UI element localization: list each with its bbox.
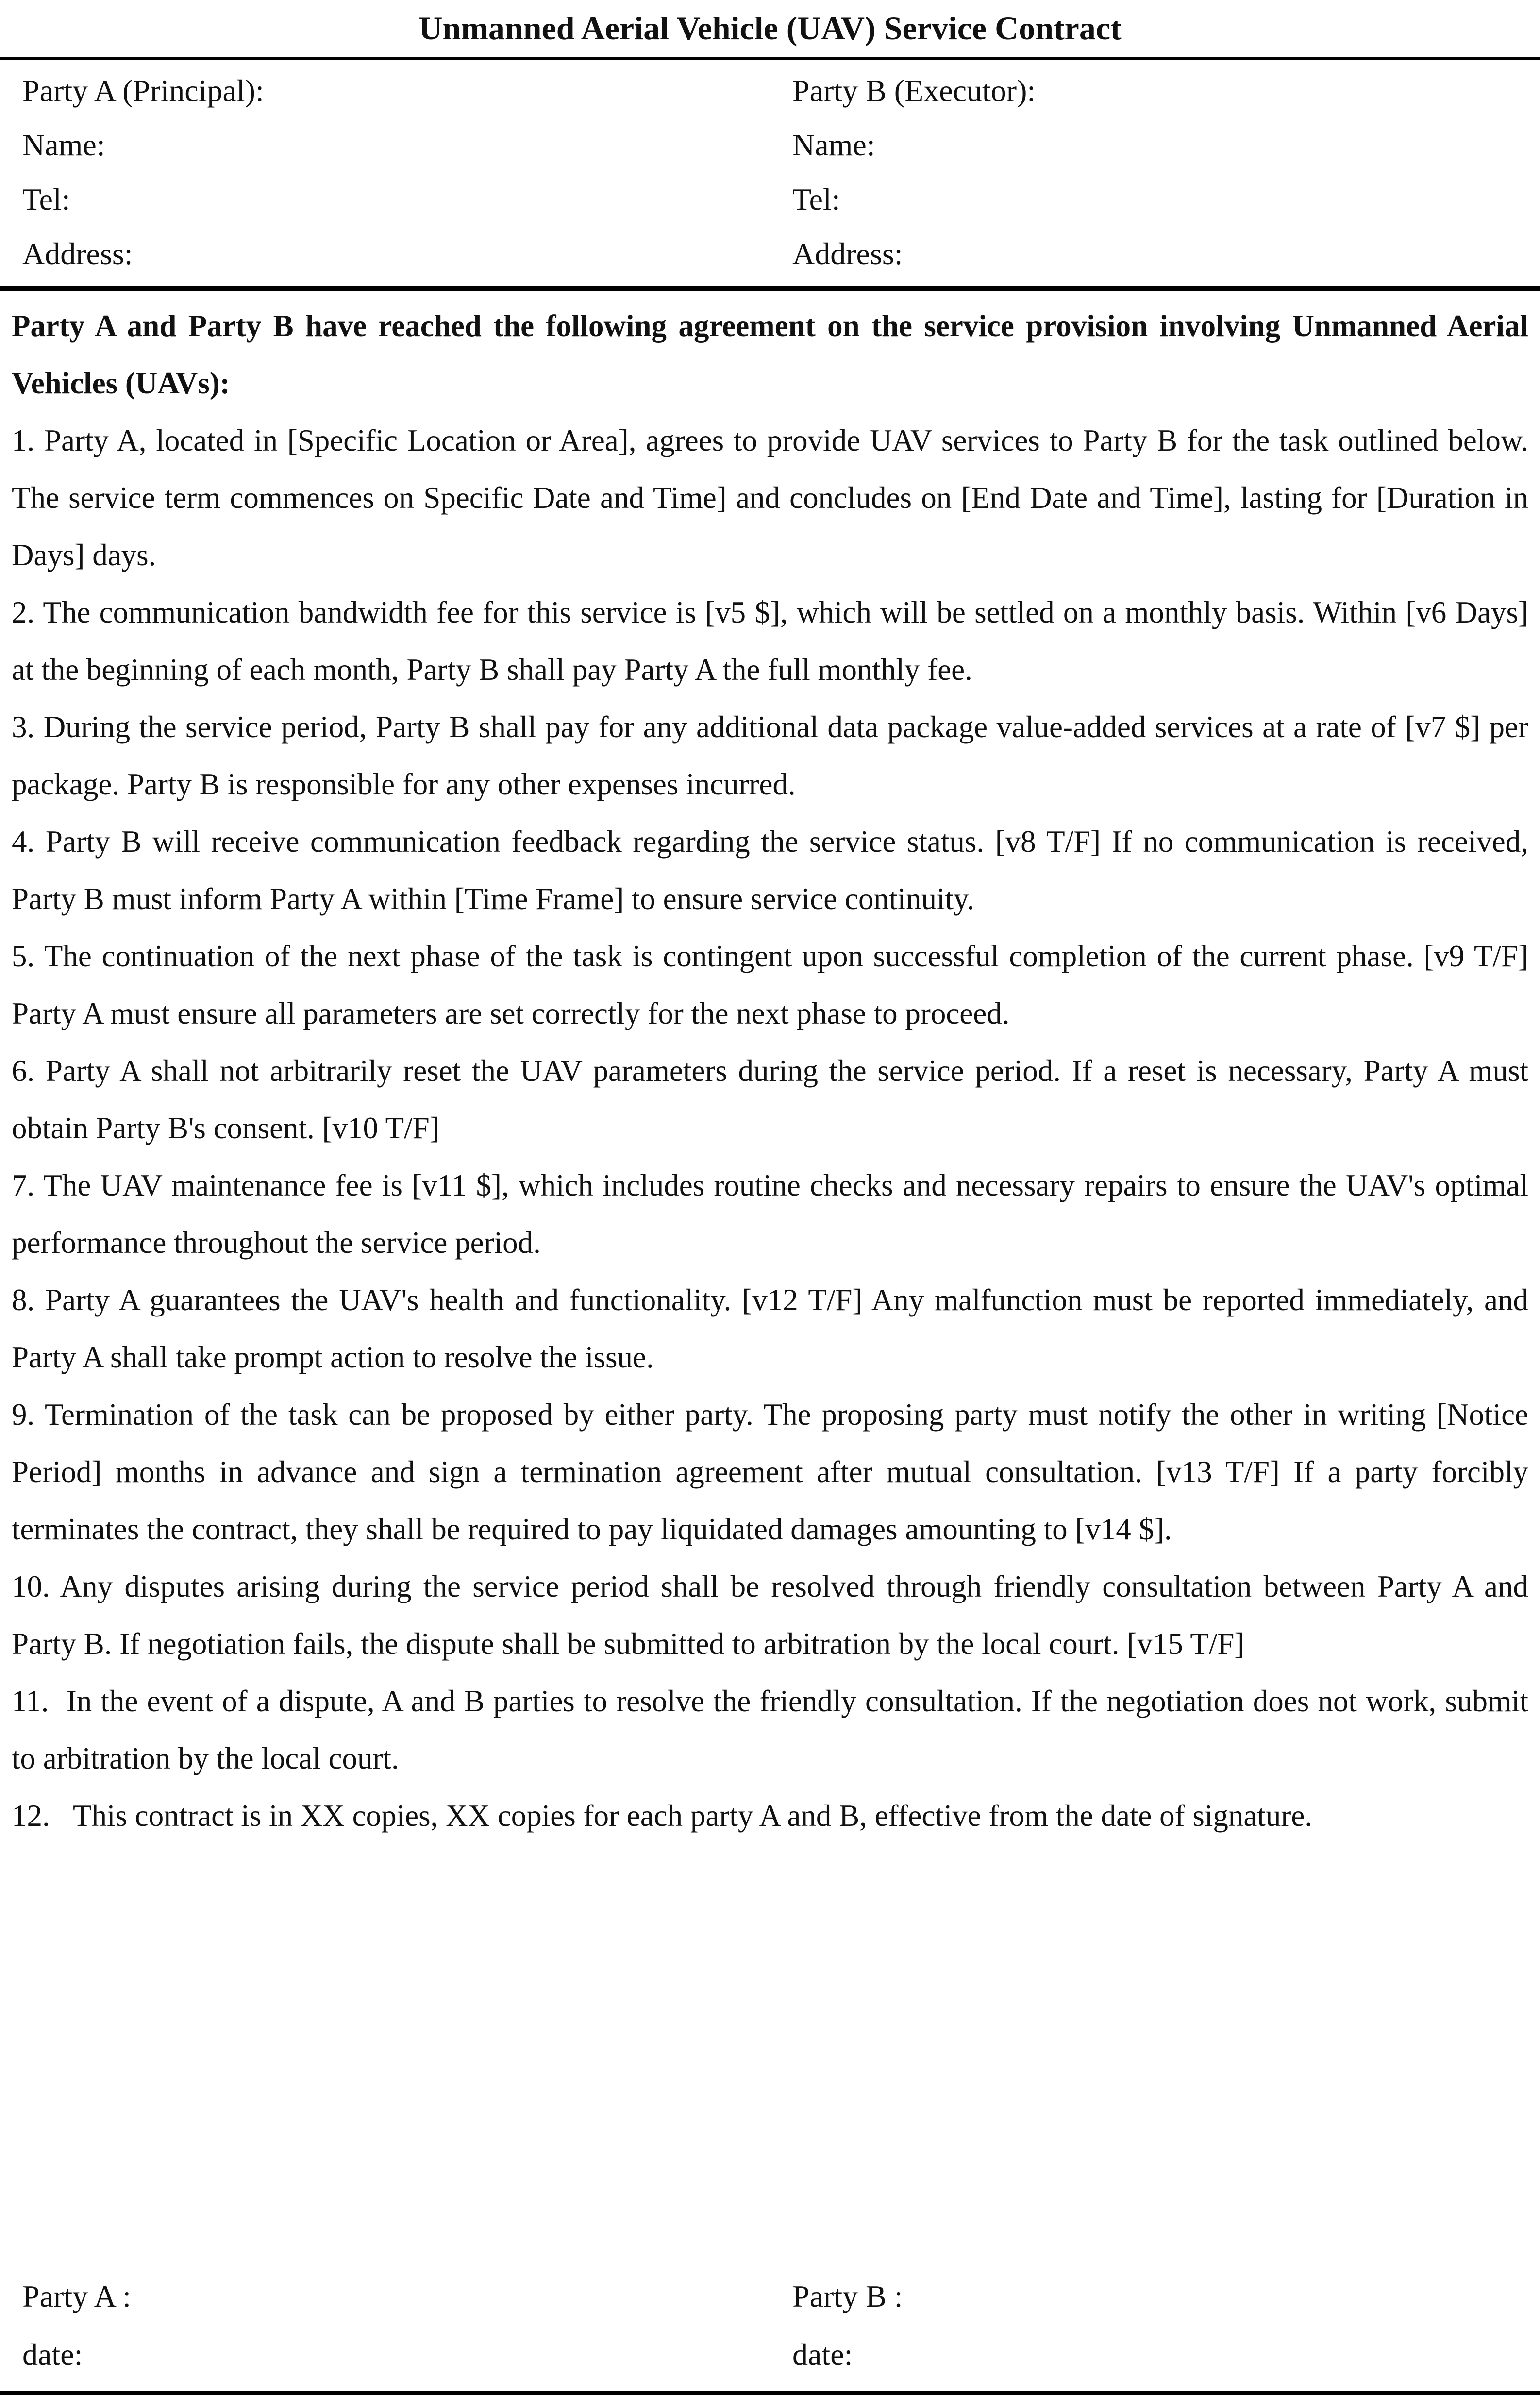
signature-date-row: [0, 2326, 1540, 2384]
party-name-row: [0, 118, 1540, 172]
party-a-tel-label: Tel:: [22, 182, 70, 217]
clause-6: 6. Party A shall not arbitrarily reset the UAV parameters during the service period. If a reset is necessary, Party A must obtain Party B's consent. [v10 T/F]: [12, 1054, 1528, 1145]
clause-10: 10. Any disputes arising during the service period shall be resolved through friendly consultation between Party A and Party B. If negotiation fails, the dispute shall be submitted to arbitration by the local court. [v15 T/F]: [12, 1569, 1528, 1661]
party-b-tel-label: Tel:: [792, 182, 840, 217]
party-a-name-label: Name:: [22, 128, 105, 162]
clause-1: 1. Party A, located in [Specific Location or Area], agrees to provide UAV services to Party B for the task outlined below. The service term commences on Specific Date and Time] and concludes on [End Date and Time], lasting for [Duration in Days] days.: [12, 423, 1528, 572]
party-header-row: [0, 64, 1540, 118]
clause-4: 4. Party B will receive communication feedback regarding the service status. [v8 T/F] If no communication is received, Party B must inform Party A within [Time Frame] to ensure service continuity.: [12, 825, 1528, 916]
header-divider: [0, 286, 1540, 291]
clause-8: 8. Party A guarantees the UAV's health and functionality. [v12 T/F] Any malfunction must be reported immediately, and Party A shall take prompt action to resolve the issue.: [12, 1283, 1528, 1374]
party-info-table: [0, 60, 1540, 286]
party-tel-row: [0, 172, 1540, 227]
signature-date-a-label: date:: [22, 2337, 83, 2372]
party-b-label: Party B (Executor):: [792, 73, 1036, 108]
clause-3: 3. During the service period, Party B shall pay for any additional data package value-added services at a rate of [v7 $] per package. Party B is responsible for any other expenses incurred.: [12, 710, 1528, 801]
party-b-name-label: Name:: [792, 128, 875, 162]
clause-12: 12. This contract is in XX copies, XX copies for each party A and B, effective from the date of signature.: [12, 1799, 1313, 1833]
flex-spacer: [0, 1844, 1540, 2267]
clause-2: 2. The communication bandwidth fee for this service is [v5 $], which will be settled on a monthly basis. Within [v6 Days] at the beginning of each month, Party B shall pay Party A the full monthly fee.: [12, 595, 1528, 687]
signature-date-b-label: date:: [792, 2337, 853, 2372]
signature-party-a-label: Party A :: [22, 2279, 132, 2313]
intro-paragraph: Party A and Party B have reached the following agreement on the service provision involving Unmanned Aerial Vehicles (UAVs):: [12, 309, 1528, 400]
signature-party-b-label: Party B :: [792, 2279, 903, 2313]
clause-9: 9. Termination of the task can be proposed by either party. The proposing party must notify the other in writing [Notice Period] months in advance and sign a termination agreement after mutual consultation. [v13 T/F] If a party forcibly terminates the contract, they shall be required to pay liquidated damages amounting to [v14 $].: [12, 1398, 1528, 1546]
party-b-address-label: Address:: [792, 236, 903, 271]
signature-section: [0, 2267, 1540, 2391]
contract-body: [0, 291, 1540, 1844]
signature-party-row: [0, 2267, 1540, 2326]
page-bottom-divider: [0, 2391, 1540, 2395]
clause-5: 5. The continuation of the next phase of the task is contingent upon successful completion of the current phase. [v9 T/F] Party A must ensure all parameters are set correctly for the next phase to proceed.: [12, 939, 1528, 1030]
page-title: Unmanned Aerial Vehicle (UAV) Service Contract: [418, 10, 1122, 47]
party-a-label: Party A (Principal):: [22, 73, 264, 108]
clause-7: 7. The UAV maintenance fee is [v11 $], which includes routine checks and necessary repairs to ensure the UAV's optimal performance throughout the service period.: [12, 1168, 1528, 1260]
party-address-row: [0, 227, 1540, 281]
clause-11: 11. In the event of a dispute, A and B parties to resolve the friendly consultation. If the negotiation does not work, submit to arbitration by the local court.: [12, 1684, 1528, 1775]
party-a-address-label: Address:: [22, 236, 133, 271]
